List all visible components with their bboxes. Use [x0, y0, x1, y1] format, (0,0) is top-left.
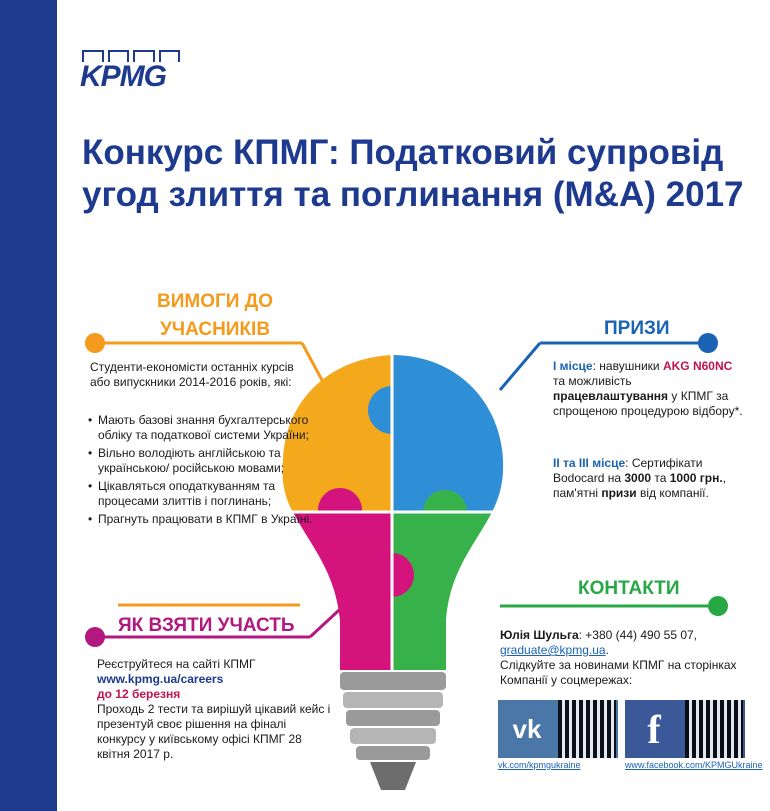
list-item: • Цікавляться оподаткуванням та процесами злиттів і поглинань;	[88, 479, 323, 509]
vk-social-block[interactable]	[498, 700, 618, 758]
title-line-1: Конкурс КПМГ: Податковий супровід	[82, 133, 724, 172]
list-item: • Прагнуть працювати в КПМГ в Україні.	[88, 512, 323, 527]
blue-dot-icon	[698, 333, 718, 353]
bulb-base	[340, 672, 446, 790]
requirements-intro: Студенти-економісти останніх курсів або випускники 2014-2016 років, які:	[90, 360, 294, 389]
email-link[interactable]: graduate@kpmg.ua	[500, 643, 606, 657]
orange-dot-icon	[85, 333, 105, 353]
facebook-link[interactable]: www.facebook.com/KPMGUkraine	[625, 760, 763, 770]
prizes-title: ПРИЗИ	[604, 318, 670, 339]
requirements-title: ВИМОГИ ДО УЧАСНИКІВ	[156, 291, 273, 340]
participation-body: Реєструйтеся на сайті КПМГ www.kpmg.ua/careers до 12 березня Проходь 2 тести та вирішуй цікавий кейс і презентуй своє рішення на фіналі конкурсу у київському офісі КПМГ 28 квітня 2017 р.	[97, 657, 337, 762]
vk-qr-code-icon	[558, 700, 616, 758]
contacts-title: КОНТАКТИ	[578, 578, 680, 599]
facebook-social-block[interactable]	[625, 700, 745, 758]
list-item: • Мають базові знання бухгалтерського обліку та податкової системи України;	[88, 413, 323, 443]
requirements-list	[88, 413, 323, 530]
magenta-dot-icon	[85, 627, 105, 647]
vk-icon: vk	[512, 713, 542, 744]
contacts-body: Юлія Шульга: +380 (44) 490 55 07, graduate@kpmg.ua. Слідкуйте за новинами КПМГ на сторінках Компанії у соцмережах:	[500, 628, 737, 687]
list-item: • Вільно володіють англійською та українською/ російською мовами;	[88, 446, 323, 476]
facebook-qr-code-icon	[685, 700, 743, 758]
facebook-icon: f	[647, 706, 661, 752]
title-line-2: угод злиття та поглинання (M&A) 2017	[82, 175, 744, 214]
bulb-blue-piece	[392, 355, 503, 512]
participation-title: ЯК ВЗЯТИ УЧАСТЬ	[118, 615, 295, 636]
first-prize: I місце: навушники AKG N60NC та можливість працевлаштування у КПМГ за спрощеною процедурою відбору*.	[553, 359, 743, 418]
careers-link[interactable]: www.kpmg.ua/careers	[97, 672, 224, 686]
logo-text: KPMG	[80, 60, 166, 93]
second-third-prize: II та III місце: Сертифікати Bodocard на 3000 та 1000 грн., пам'ятні призи від компанії.	[553, 456, 727, 500]
green-dot-icon	[708, 596, 728, 616]
vk-link[interactable]: vk.com/kpmgukraine	[498, 760, 581, 770]
deadline: до 12 березня	[97, 687, 181, 701]
